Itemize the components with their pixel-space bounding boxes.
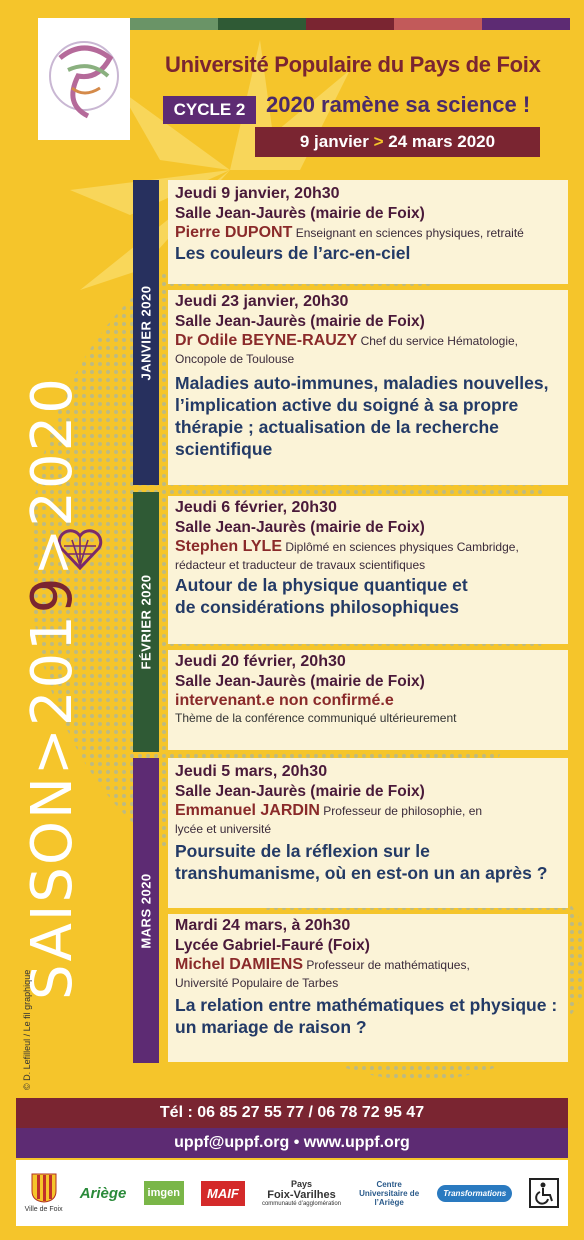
cycle-title: 2020 ramène sa science ! [266,92,531,117]
date-end: 24 mars 2020 [388,132,496,151]
month-bar-january [133,180,159,485]
event-place: Salle Jean-Jaurès (mairie de Foix) [175,783,425,800]
speaker-name: Pierre DUPONT [175,224,293,241]
event-topic: Poursuite de la réflexion sur le transhumanisme, où en est-on un an après ? [175,841,548,883]
month-bar-march [133,758,159,1063]
saison-separator: > [20,726,85,776]
speaker-role: Chef du service Hématologie, Oncopole de Toulouse [175,334,519,366]
event-speaker [168,692,568,710]
organization-name: Université Populaire du Pays de Foix [165,52,541,77]
month-label: MARS 2020 [138,872,154,949]
color-segment [218,18,306,30]
month-label: JANVIER 2020 [138,285,154,380]
foix-shield-icon [31,1173,57,1203]
pays-name: Foix-Varilhes [267,1189,336,1201]
saison-word: SAISON [20,775,85,1000]
cua-logo: Centre Universitaire de l’Ariège [359,1179,420,1207]
event-day: Jeudi 23 janvier, 20h30 [175,293,349,310]
event-place: Salle Jean-Jaurès (mairie de Foix) [175,673,425,690]
imgen-logo: imgen [144,1181,184,1205]
maif-logo: MAIF [201,1181,245,1206]
cycle-badge: CYCLE 2 [163,96,256,124]
event-speaker [168,956,568,992]
foix-label: Ville de Foix [24,1206,63,1213]
event-topic: Thème de la conférence communiqué ultérieurement [175,711,457,725]
event-topic: La relation entre mathématiques et physique : un mariage de raison ? [175,995,558,1037]
color-bar [130,18,570,30]
month-bar-february [133,492,159,752]
date-range [255,127,540,157]
event-card [168,758,568,908]
speaker-name: Emmanuel JARDIN [175,802,320,819]
pays-foix-varilhes-logo [262,1179,341,1207]
uppf-logo [38,18,130,140]
event-day: Jeudi 20 février, 20h30 [175,653,346,670]
event-day: Jeudi 9 janvier, 20h30 [175,185,340,202]
ariege-logo: Ariège [79,1184,127,1202]
event-topic: Maladies auto-immunes, maladies nouvelles, l’implication active du soigné à sa propre thérapie ; actualisation de la recherche scientifique [175,373,549,459]
event-card [168,180,568,284]
saison-year-start: 201 [20,613,85,727]
event-speaker [168,224,568,242]
speaker-name: intervenant.e non confirmé.e [175,692,394,709]
event-day: Jeudi 5 mars, 20h30 [175,763,328,780]
event-place: Salle Jean-Jaurès (mairie de Foix) [175,313,425,330]
date-start: 9 janvier [299,132,369,151]
phone-numbers: Tél : 06 85 27 55 77 / 06 78 72 95 47 [16,1098,568,1128]
color-segment [306,18,394,30]
date-separator: > [373,132,384,151]
event-day: Mardi 24 mars, à 20h30 [175,917,351,934]
speaker-role: Professeur de philosophie, en lycée et université [175,804,483,836]
saison-separator: > [20,526,85,576]
saison-label [20,376,85,1000]
color-segment [130,18,218,30]
event-place: Salle Jean-Jaurès (mairie de Foix) [175,519,425,536]
event-speaker [168,538,568,574]
partner-logos [16,1160,568,1226]
pays-sub: communauté d’agglomération [261,1201,341,1207]
event-day: Jeudi 6 février, 20h30 [175,499,337,516]
speaker-role: Enseignant en sciences physiques, retraité [295,226,524,240]
event-topic: Autour de la physique quantique et de considérations philosophiques [175,575,468,617]
event-place: Lycée Gabriel-Fauré (Foix) [175,937,370,954]
saison-year-digit: 9 [20,575,85,614]
speaker-name: Dr Odile BEYNE-RAUZY [175,332,358,349]
photo-credit: © D. Lefilleul / Le fil graphique [22,969,32,1090]
color-segment [482,18,570,30]
pays-label: Pays [290,1179,312,1189]
event-topic: Les couleurs de l’arc-en-ciel [175,243,411,263]
event-card [168,650,568,750]
speaker-role: Diplômé en sciences physiques Cambridge, rédacteur et traducteur de travaux scientifiques [175,540,519,572]
speaker-name: Michel DAMIENS [175,956,304,973]
color-segment [394,18,482,30]
event-card [168,914,568,1062]
accessibility-icon [529,1178,559,1208]
event-card [168,496,568,644]
event-card [168,290,568,485]
contact-web[interactable]: uppf@uppf.org • www.uppf.org [16,1128,568,1158]
saison-year-end: 2020 [20,376,85,527]
event-speaker [168,802,568,838]
event-speaker [168,332,568,368]
ville-de-foix-logo [25,1173,63,1213]
transformations-logo: Transformations [437,1185,512,1202]
month-label: FÉVRIER 2020 [138,574,154,670]
speaker-role: Professeur de mathématiques, Université Populaire de Tarbes [175,958,470,990]
speaker-name: Stephen LYLE [175,538,282,555]
event-place: Salle Jean-Jaurès (mairie de Foix) [175,205,425,222]
